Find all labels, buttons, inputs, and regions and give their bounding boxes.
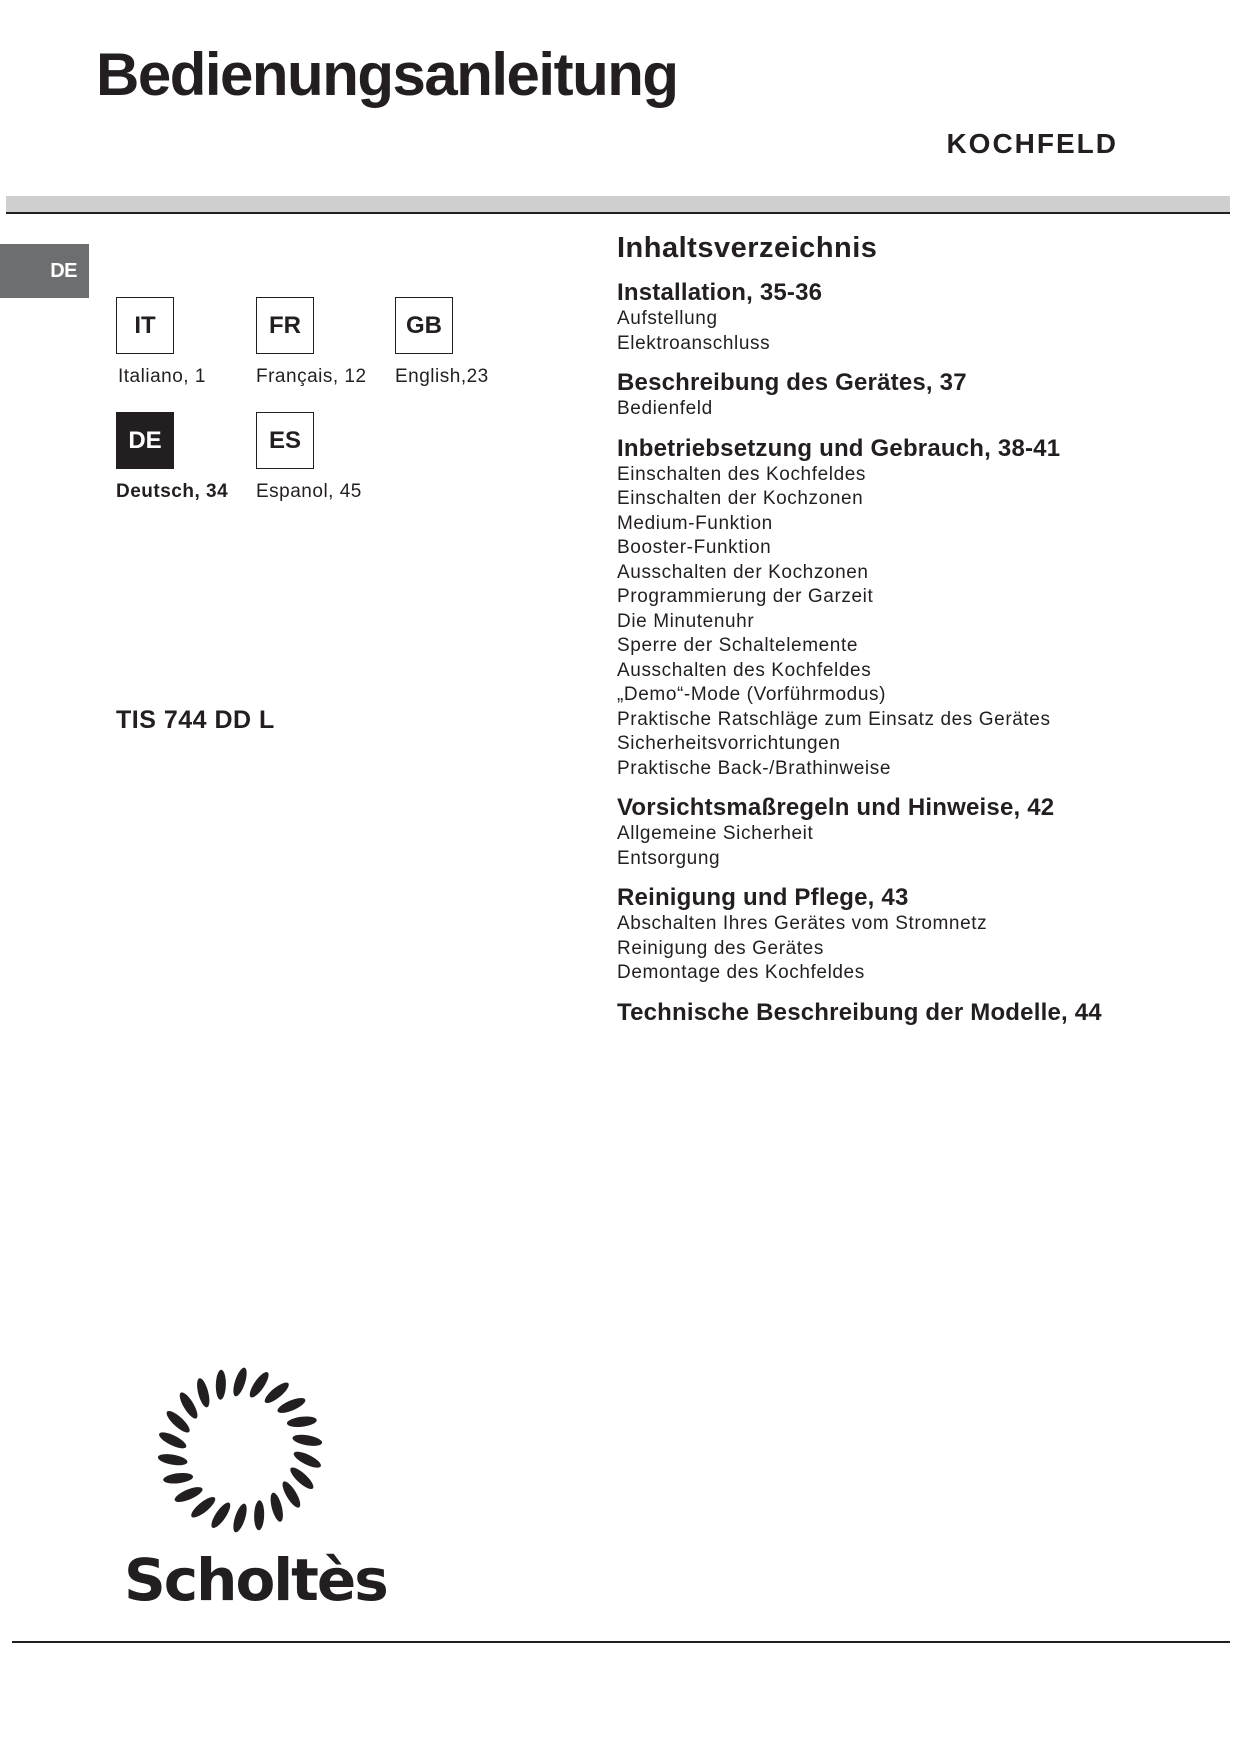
toc-section-description [617,369,1217,422]
toc-section-title[interactable]: Reinigung und Pflege, 43 [617,884,909,911]
toc-item[interactable]: Elektroanschluss [617,332,771,354]
document-title: Bedienungsanleitung [96,41,678,108]
sun-ray [292,1449,323,1471]
toc-item[interactable]: „Demo“-Mode (Vorführmodus) [617,684,887,705]
toc-item[interactable]: Praktische Back-/Brathinweise [617,757,892,779]
sun-ray [157,1452,188,1467]
sun-ray [177,1390,201,1421]
brand-name: Scholtès [124,1546,387,1614]
language-label-it: Italiano, 1 [118,366,206,387]
sun-logo-icon [150,1360,330,1540]
toc-item[interactable]: Abschalten Ihres Gerätes vom Stromnetz [617,913,988,934]
sun-ray [215,1370,226,1400]
sun-ray [173,1484,205,1505]
language-label-gb: English,23 [395,366,489,387]
document-subtitle: KOCHFELD [946,128,1118,159]
toc-item[interactable]: Ausschalten des Kochfeldes [617,659,872,681]
toc-item[interactable]: Demontage des Kochfeldes [617,962,865,983]
toc-section-title[interactable]: Installation, 35-36 [617,279,823,306]
sun-ray [231,1502,250,1534]
table-of-contents [617,232,1217,1040]
language-label-es: Espanol, 45 [256,481,362,502]
toc-section-title[interactable]: Beschreibung des Gerätes, 37 [617,369,967,396]
toc-item[interactable]: Die Minutenuhr [617,610,755,632]
sun-ray [157,1429,188,1451]
toc-item[interactable]: Praktische Ratschläge zum Einsatz des Gerätes [617,708,1051,730]
toc-item[interactable]: Reinigung des Gerätes [617,937,824,959]
sun-ray [231,1366,250,1398]
model-number: TIS 744 DD L [116,706,275,734]
toc-item[interactable]: Programmierung der Garzeit [617,586,874,607]
sun-ray [292,1433,323,1448]
toc-section-installation [617,279,1217,356]
current-language-tab: DE [0,244,89,298]
toc-section-cleaning [617,884,1217,986]
toc-item[interactable]: Entsorgung [617,847,721,869]
footer-rule [12,1641,1230,1643]
toc-heading: Inhaltsverzeichnis [617,232,878,264]
language-label-fr: Français, 12 [256,366,367,387]
sun-ray [276,1395,308,1416]
toc-section-technical [617,999,1217,1027]
toc-item[interactable]: Einschalten der Kochzonen [617,488,864,509]
language-box-es[interactable]: ES [256,412,314,469]
toc-section-title[interactable]: Technische Beschreibung der Modelle, 44 [617,998,1102,1026]
language-box-it[interactable]: IT [116,297,174,354]
toc-item[interactable]: Sperre der Schaltelemente [617,635,859,656]
sun-ray [195,1377,212,1409]
toc-item[interactable]: Bedienfeld [617,398,713,419]
header-divider-band [6,196,1230,214]
toc-item[interactable]: Allgemeine Sicherheit [617,823,814,844]
sun-ray [279,1479,303,1510]
toc-item[interactable]: Einschalten des Kochfeldes [617,463,867,485]
toc-item[interactable]: Booster-Funktion [617,537,772,558]
language-box-de[interactable]: DE [116,412,174,469]
toc-section-title[interactable]: Inbetriebsetzung und Gebrauch, 38-41 [617,434,1061,462]
sun-ray [163,1472,194,1485]
sun-ray [254,1500,265,1530]
toc-section-usage [617,435,1217,782]
toc-item[interactable]: Medium-Funktion [617,512,773,534]
toc-item[interactable]: Aufstellung [617,308,718,329]
sun-ray [268,1491,285,1523]
language-box-gb[interactable]: GB [395,297,453,354]
language-label-de: Deutsch, 34 [116,481,229,502]
language-box-fr[interactable]: FR [256,297,314,354]
toc-section-title[interactable]: Vorsichtsmaßregeln und Hinweise, 42 [617,794,1055,821]
toc-section-precautions [617,794,1217,871]
toc-item[interactable]: Ausschalten der Kochzonen [617,561,869,583]
sun-ray [286,1415,317,1428]
toc-item[interactable]: Sicherheitsvorrichtungen [617,733,841,754]
